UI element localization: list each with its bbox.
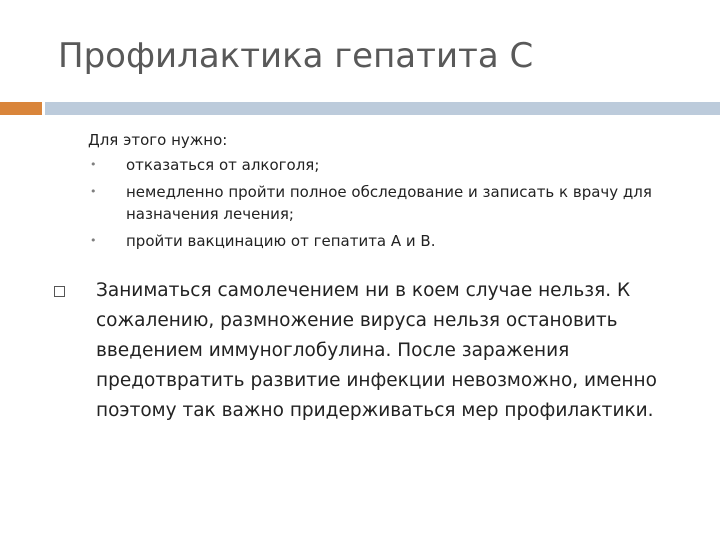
accent-bar-orange-segment: [0, 102, 42, 115]
list-item-text: отказаться от алкоголя;: [126, 156, 320, 174]
list-item: [86, 230, 686, 252]
intro-text: Для этого нужно:: [88, 131, 228, 149]
list-item-text: немедленно пройти полное обследование и записать к врачу для назначения лечения;: [126, 183, 652, 223]
list-item: [86, 181, 686, 225]
dot-bullet-icon: •: [90, 158, 97, 171]
dot-bullet-icon: •: [90, 234, 97, 247]
main-paragraph: Заниматься самолечением ни в коем случае нельзя. К сожалению, размножение вируса нельзя остановить введением иммуноглобулина. После заражения предотвратить развитие инфекции невозможно, именно поэтому так важно придерживаться мер профилактики.: [96, 280, 657, 421]
list-item-text: пройти вакцинацию от гепатита А и В.: [126, 232, 436, 250]
square-bullet-icon: [54, 286, 65, 297]
dot-bullet-icon: •: [90, 185, 97, 198]
requirements-list: [86, 154, 686, 257]
accent-bar-blue-segment: [45, 102, 720, 115]
slide-title: Профилактика гепатита С: [58, 36, 534, 76]
title-accent-bar: [0, 102, 720, 115]
list-item: [86, 154, 686, 176]
